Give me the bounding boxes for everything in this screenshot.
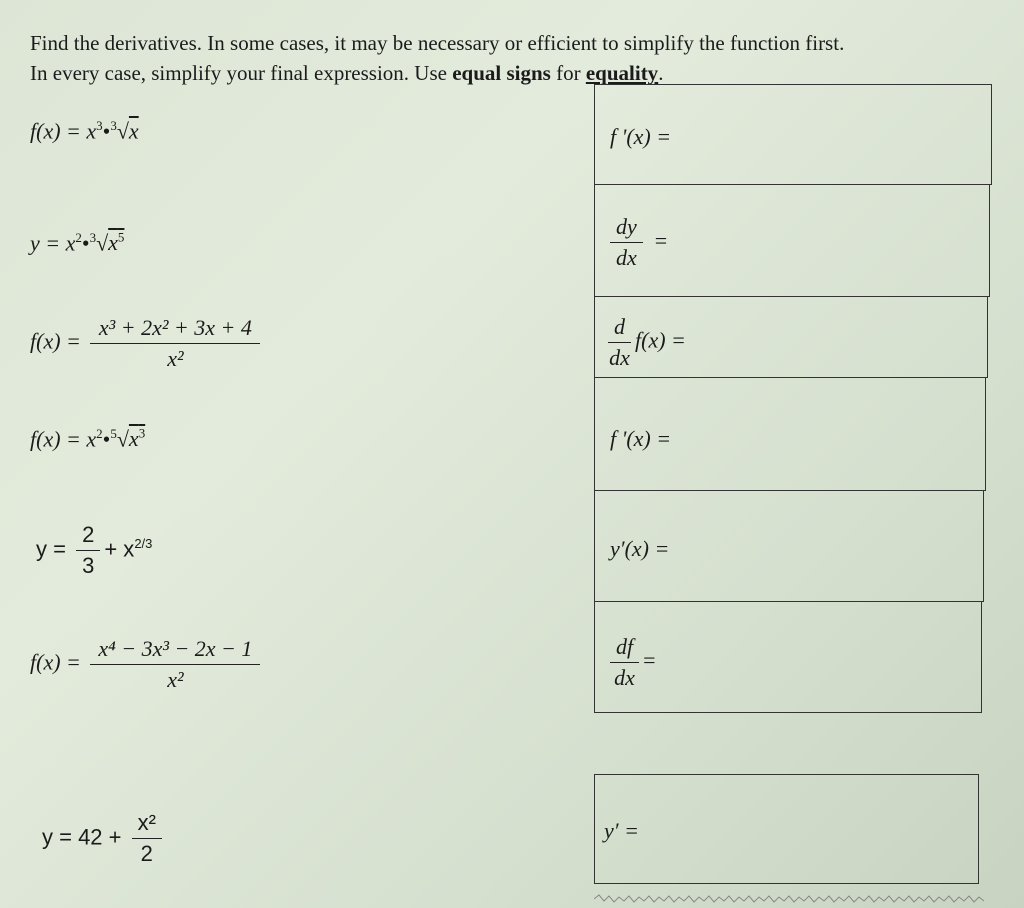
answer-label-6: $\frac{df}{dx}$ =: [606, 634, 656, 691]
answer-label-4: f '(x) =: [610, 426, 672, 451]
problem-1: $f(x) = x^3•^3√x$: [30, 118, 139, 144]
emphasis-equality: equality: [585, 61, 659, 85]
problem-6: f(x) = $\frac{\text{x⁴ − 3x³ − 2x − 1}}{\text{x²}}$: [30, 636, 264, 693]
problem-3: f(x) = $\frac{\text{x³ + 2x² + 3x + 4}}{\text{x²}}$: [30, 315, 264, 372]
problem-7: y = 42 + $\frac{\text{x²}}{2}$: [42, 810, 166, 867]
emphasis-equal-signs: equal signs: [452, 61, 551, 85]
answer-box-7[interactable]: [594, 774, 979, 884]
instructions-line-2: In every case, simplify your final expression. Use equal signs for equality.: [30, 61, 664, 85]
problem-4: $f(x) = x^2•^5√x^3$: [30, 426, 146, 452]
problem-5: y = $\frac{2}{3}$ + $x^{2/3}$: [36, 522, 153, 578]
torn-edge-decoration: [594, 893, 984, 905]
instructions: [30, 28, 844, 88]
answer-label-3: $\frac{d}{dx}$ f(x) =: [609, 314, 686, 370]
answer-label-1: f '(x) =: [610, 124, 672, 149]
answer-label-7: y′ =: [604, 818, 639, 843]
instructions-line-1: Find the derivatives. In some cases, it may be necessary or efficient to simplify the function first.: [30, 31, 845, 55]
answer-label-5: y′(x) =: [610, 536, 670, 561]
problem-2: $y = x^2•^3√x^5$: [30, 230, 125, 256]
answer-label-2: $\frac{dy}{dx}$ =: [606, 214, 667, 271]
